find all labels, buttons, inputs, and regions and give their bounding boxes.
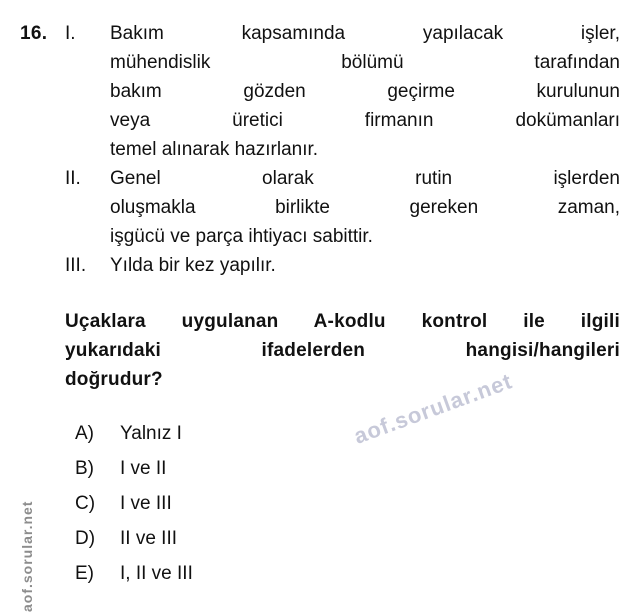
options-list — [75, 419, 620, 588]
question-stem-line: yukarıdaki ifadelerden hangisi/hangileri — [65, 340, 620, 361]
statement-line: bakım gözden geçirme kurulunun — [110, 81, 620, 102]
statement-line: mühendislik bölümü tarafından — [110, 52, 620, 73]
watermark-diagonal: aof.sorular.net — [350, 368, 516, 449]
option-letter: C) — [75, 493, 96, 514]
option-letter: D) — [75, 528, 96, 549]
statement-line: oluşmakla birlikte gereken zaman, — [110, 197, 620, 218]
statement-line: Bakım kapsamında yapılacak işler, — [110, 23, 620, 44]
option-row-a — [75, 419, 620, 448]
statement-numeral: I. — [65, 23, 76, 44]
statements-list — [65, 19, 620, 280]
question-block — [20, 19, 620, 594]
statement-line: veya üretici firmanın dokümanları — [110, 110, 620, 131]
statement-line: temel alınarak hazırlanır. — [110, 139, 319, 160]
statement-line: işgücü ve parça ihtiyacı sabittir. — [110, 226, 373, 247]
question-stem-line: doğrudur? — [65, 369, 163, 390]
option-row-d — [75, 524, 620, 553]
statement-numeral: II. — [65, 168, 81, 189]
statement-line: Yılda bir kez yapılır. — [110, 255, 276, 276]
option-text: II ve III — [120, 528, 178, 549]
option-text: Yalnız I — [120, 423, 182, 444]
statement-numeral: III. — [65, 255, 87, 276]
option-letter: E) — [75, 563, 94, 584]
option-text: I ve II — [120, 458, 167, 479]
statement-item-1 — [65, 19, 620, 164]
statement-text — [110, 19, 620, 164]
question-stem-line: Uçaklara uygulanan A-kodlu kontrol ile ilgili — [65, 311, 620, 332]
statement-text — [110, 251, 620, 280]
option-row-c — [75, 489, 620, 518]
statement-line: Genel olarak rutin işlerden — [110, 168, 620, 189]
statement-text — [110, 164, 620, 251]
option-text: I ve III — [120, 493, 172, 514]
option-row-b — [75, 454, 620, 483]
statement-item-2 — [65, 164, 620, 251]
option-letter: A) — [75, 423, 94, 444]
option-letter: B) — [75, 458, 94, 479]
watermark-vertical: aof.sorular.net — [19, 500, 35, 612]
option-row-e — [75, 559, 620, 588]
question-number: 16. — [20, 23, 48, 44]
option-text: I, II ve III — [120, 563, 193, 584]
question-stem — [65, 307, 620, 394]
statement-item-3 — [65, 251, 620, 280]
